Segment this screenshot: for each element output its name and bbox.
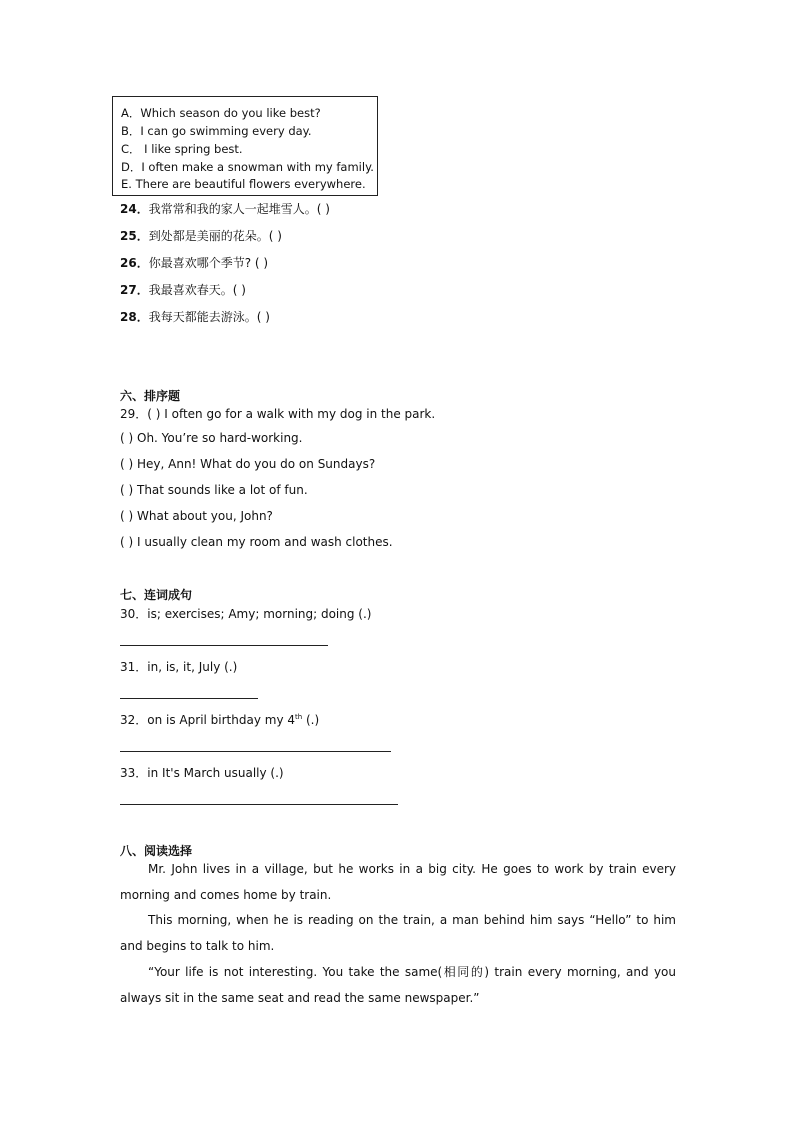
question-32: 32．on is April birthday my 4th (.)	[120, 713, 320, 727]
question-30: 30．is; exercises; Amy; morning; doing (.)	[120, 607, 372, 621]
question-24: 24．我常常和我的家人一起堆雪人。( )	[120, 202, 330, 216]
section-7-title: 七、连词成句	[120, 588, 193, 602]
question-31: 31．in, is, it, July (.)	[120, 660, 238, 674]
section-8-title: 八、阅读选择	[120, 844, 193, 858]
options-box	[112, 96, 378, 196]
order-item: ( ) What about you, John?	[120, 509, 273, 523]
answer-line-32[interactable]	[120, 751, 391, 752]
answer-line-30[interactable]	[120, 645, 328, 646]
section-6-title: 六、排序题	[120, 389, 181, 403]
question-29: 29．( ) I often go for a walk with my dog in the park.	[120, 407, 436, 421]
option-a: A．Which season do you like best?	[121, 106, 321, 120]
reading-paragraph-3: “Your life is not interesting. You take the same(相同的) train every morning, and you always sit in the same seat and read the same newspaper.”	[120, 965, 676, 1005]
question-33: 33．in It's March usually (.)	[120, 766, 284, 780]
answer-line-31[interactable]	[120, 698, 258, 699]
reading-paragraph-1: Mr. John lives in a village, but he works in a big city. He goes to work by train every morning and comes home by train.	[120, 862, 676, 902]
option-b: B．I can go swimming every day.	[121, 124, 312, 138]
question-26: 26．你最喜欢哪个季节? ( )	[120, 256, 269, 270]
reading-paragraph-2: This morning, when he is reading on the train, a man behind him says “Hello” to him and begins to talk to him.	[120, 913, 676, 953]
question-27: 27．我最喜欢春天。( )	[120, 283, 246, 297]
answer-line-33[interactable]	[120, 804, 398, 805]
question-25: 25．到处都是美丽的花朵。( )	[120, 229, 282, 243]
option-e: E. There are beautiful flowers everywhere.	[121, 177, 366, 191]
order-item: ( ) Oh. You’re so hard-working.	[120, 431, 303, 445]
option-d: D．I often make a snowman with my family.	[121, 160, 374, 174]
option-c: C． I like spring best.	[121, 142, 243, 156]
question-28: 28．我每天都能去游泳。( )	[120, 310, 270, 324]
order-item: ( ) That sounds like a lot of fun.	[120, 483, 308, 497]
order-item: ( ) I usually clean my room and wash clothes.	[120, 535, 393, 549]
order-item: ( ) Hey, Ann! What do you do on Sundays?	[120, 457, 376, 471]
